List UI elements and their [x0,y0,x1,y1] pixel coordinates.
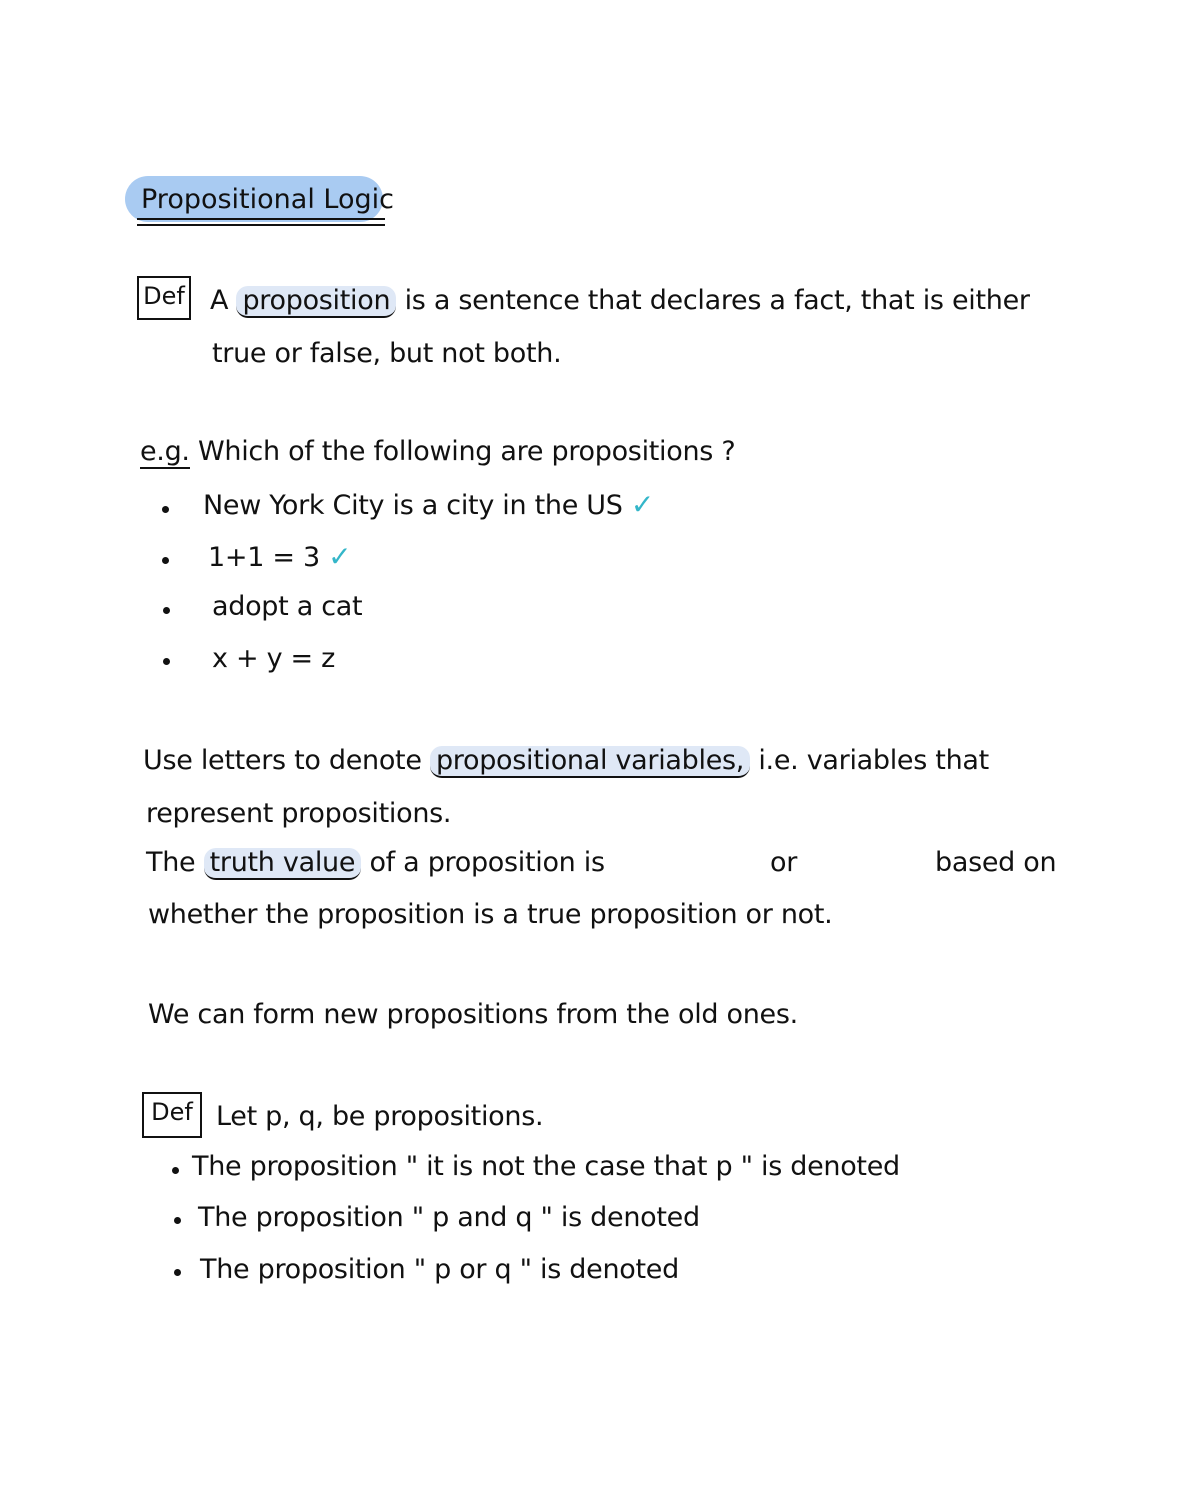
def1-prefix: A [210,285,229,316]
truth-middle: of a proposition is [369,847,605,878]
def2-intro: Let p, q, be propositions. [216,1101,544,1132]
bullet-dot-3 [163,607,170,614]
example-item-3: adopt a cat [212,591,363,622]
example-item-4: x + y = z [212,643,336,674]
def2-bullet-dot-1 [172,1167,179,1174]
example-item-2 [208,540,351,575]
example-item-1-text: New York City is a city in the US [203,490,623,521]
def2-item-1: The proposition " it is not the case that p " is denoted [192,1151,900,1182]
example-label: e.g. [140,436,190,467]
title-block [125,176,394,228]
form-new-line: We can form new propositions from the old ones. [148,999,798,1030]
bullet-dot-4 [163,658,170,665]
example-item-1 [203,488,654,523]
example-item-2-text: 1+1 = 3 [208,542,320,573]
truth-term: truth value [204,848,362,880]
check-mark-icon: ✓ [328,540,352,573]
def2-bullet-dot-2 [174,1217,181,1224]
title-underline [137,218,385,220]
check-mark-icon: ✓ [630,488,655,521]
def2-item-3: The proposition " p or q " is denoted [200,1254,679,1285]
truth-line2: whether the proposition is a true proposition or not. [148,899,833,930]
def1-line1 [210,284,1030,318]
truth-line1-left [146,846,605,880]
def1-term-proposition: proposition [236,286,396,318]
example-question-line [140,435,735,469]
truth-prefix: The [146,847,196,878]
def2-bullet-dot-3 [174,1269,181,1276]
def2-item-2: The proposition " p and q " is denoted [198,1202,700,1233]
bullet-dot-1 [162,506,169,513]
variables-prefix: Use letters to denote [143,745,422,776]
truth-based-on: based on [935,847,1057,878]
def1-line2: true or false, but not both. [212,338,562,369]
title-underline-second [137,224,385,226]
def1-suffix: is a sentence that declares a fact, that is either [404,285,1030,316]
example-question: Which of the following are propositions ? [198,436,736,467]
variables-line2: represent propositions. [146,798,452,829]
def-label-2: Def [142,1092,202,1138]
bullet-dot-2 [162,557,169,564]
def-label-1: Def [137,276,191,320]
variables-term: propositional variables, [430,746,750,778]
page-title: Propositional Logic [141,184,394,215]
variables-suffix: i.e. variables that [758,745,989,776]
truth-or-word: or [770,847,798,878]
variables-line1 [143,744,989,778]
